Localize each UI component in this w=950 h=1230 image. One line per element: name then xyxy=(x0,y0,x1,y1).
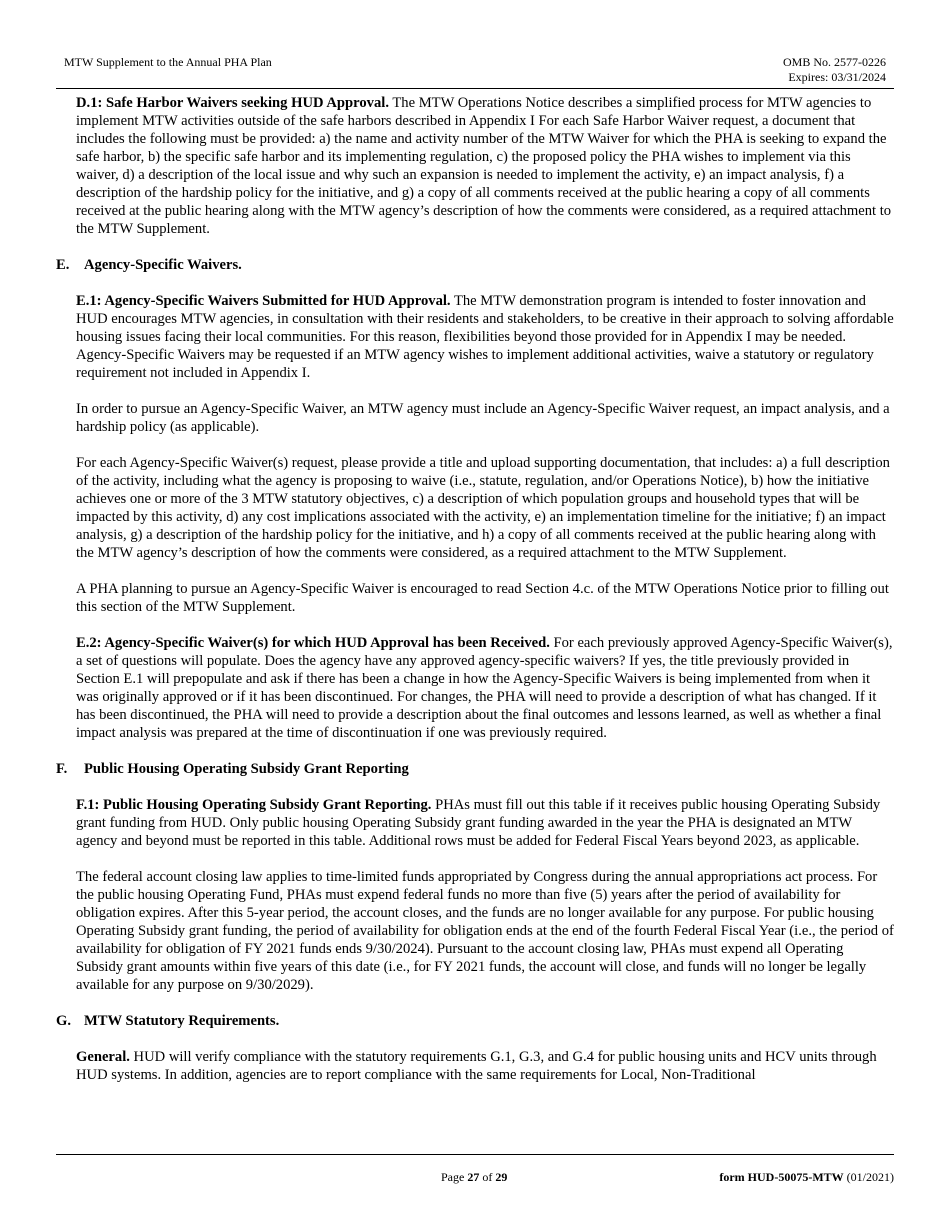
paragraph-f1 xyxy=(56,796,894,850)
section-e-title: Agency-Specific Waivers. xyxy=(84,257,242,273)
page-prefix: Page xyxy=(441,1170,468,1184)
paragraph-e1-guidance: A PHA planning to pursue an Agency-Specific Waiver is encouraged to read Section 4.c. of the MTW Operations Notice prior to filling out this section of the MTW Supplement. xyxy=(76,581,889,615)
paragraph-f1-account-closing: The federal account closing law applies to time-limited funds appropriated by Congress during the annual appropriations act process. For the public housing Operating Fund, PHAs must expend federal funds no more than five (5) years after the period of availability for obligation expires. After this 5-year period, the account closes, and the funds are no longer available for any purpose. For public housing Operating Subsidy grant funding, the period of availability for obligation ends at the end of the fourth Federal Fiscal Year (i.e., the period of availability for obligation of FY 2021 funds ends 9/30/2024). Pursuant to the account closing law, PHAs must expend all Operating Subsidy grant amounts within five years of this date (i.e., for FY 2021 funds, the account will close, and funds will no longer be legally available for any purpose on 9/30/2029). xyxy=(76,869,894,993)
header-omb-block xyxy=(783,55,886,85)
paragraph-e1-documentation: For each Agency-Specific Waiver(s) request, please provide a title and upload supporting documentation, that includes: a) a full description of the activity, including what the agency is proposing to waive (i.e., statute, regulation, and/or Operations Notice), b) how the initiative achieves one or more of the 3 MTW statutory objectives, c) a description of which population groups and household types that will be impacted by this activity, d) any cost implications associated with the activity, e) an implementation timeline for the initiative; f) an impact analysis, g) a description of the hardship policy for the initiative, and h) a copy of all comments received at the public hearing along with the MTW agency’s description of how the comments were considered, as a required attachment to the MTW Supplement. xyxy=(76,455,890,561)
paragraph-e2 xyxy=(56,634,894,742)
section-e-number: E. xyxy=(56,257,70,273)
paragraph-e1 xyxy=(56,292,894,382)
current-page: 27 xyxy=(467,1170,480,1184)
d1-text: The MTW Operations Notice describes a simplified process for MTW agencies to implement MTW activities outside of the safe harbors described in Appendix I For each Safe Harbor Waiver request, a document that includes the following must be provided: a) the name and activity number of the MTW Waiver for which the PHA is seeking to expand the safe harbor, b) the specific safe harbor and its implementing regulation, c) the proposed policy the PHA wishes to implement via this waiver, d) a description of the local issue and why such an expansion is needed to implement the activity, e) an impact analysis, f) a description of the hardship policy for the initiative, and g) a copy of all comments received at the public hearing a copy of all comments received at the public hearing along with the MTW agency’s description of how the comments were considered, as a required attachment to the MTW Supplement. xyxy=(76,95,892,237)
omb-number: OMB No. 2577-0226 xyxy=(782,55,886,69)
form-number xyxy=(719,1170,894,1185)
e1-text: The MTW demonstration program is intended to foster innovation and HUD encourages MTW agencies, in consultation with their residents and stakeholders, to be creative in their approach to solving affordable housing issues facing their local communities. For this reason, flexibilities beyond those provided for in Appendix I may be needed. Agency-Specific Waivers may be requested if an MTW agency wishes to implement additional activities, waive a statutory or regulatory requirement not included in Appendix I. xyxy=(76,293,894,381)
paragraph-e1-requirements: In order to pursue an Agency-Specific Waiver, an MTW agency must include an Agency-Specific Waiver request, an impact analysis, and a hardship policy (as applicable). xyxy=(76,401,890,435)
header-title: MTW Supplement to the Annual PHA Plan xyxy=(64,55,272,69)
page-number xyxy=(441,1170,507,1185)
form-date: (01/2021) xyxy=(843,1170,894,1184)
paragraph-d1 xyxy=(56,94,894,238)
section-g-heading xyxy=(56,1012,894,1030)
form-id: form HUD-50075-MTW xyxy=(719,1170,844,1184)
section-f-number: F. xyxy=(56,761,68,777)
total-pages: 29 xyxy=(495,1170,508,1184)
document-body xyxy=(56,94,894,1102)
g-text: HUD will verify compliance with the statutory requirements G.1, G.3, and G.4 for public housing units and HCV units through HUD systems. In addition, agencies are to report compliance with the same requirements for Local, Non-Traditional xyxy=(76,1049,877,1083)
footer-rule xyxy=(56,1154,894,1155)
paragraph-g-general xyxy=(56,1048,894,1084)
f1-text: PHAs must fill out this table if it receives public housing Operating Subsidy grant funding from HUD. Only public housing Operating Subsidy grant funding awarded in the year the PHA is designated an MTW agency and beyond must be reported in this table. Additional rows must be added for Federal Fiscal Years beyond 2023, as applicable. xyxy=(76,797,881,849)
section-g-title: MTW Statutory Requirements. xyxy=(84,1013,280,1029)
e2-heading: E.2: Agency-Specific Waiver(s) for which HUD Approval has been Received. xyxy=(76,635,550,651)
section-f-heading xyxy=(56,760,894,778)
e1-heading: E.1: Agency-Specific Waivers Submitted for HUD Approval. xyxy=(76,293,451,309)
section-g-number: G. xyxy=(56,1013,71,1029)
section-f-title: Public Housing Operating Subsidy Grant Reporting xyxy=(84,761,409,777)
d1-heading: D.1: Safe Harbor Waivers seeking HUD Approval. xyxy=(76,95,389,111)
expiration-date: Expires: 03/31/2024 xyxy=(788,70,886,84)
g-heading: General. xyxy=(76,1049,130,1065)
f1-heading: F.1: Public Housing Operating Subsidy Grant Reporting. xyxy=(76,797,432,813)
page-of: of xyxy=(479,1170,496,1184)
e2-text: For each previously approved Agency-Specific Waiver(s), a set of questions will populate. Does the agency have any approved agency-specific waivers? If yes, the title previously provided in Section E.1 will prepopulate and ask if there has been a change in how the Agency-Specific Waivers is being implemented from when it was originally approved or if it has been discontinued. For changes, the PHA will need to provide a description of what has changed. If it has been discontinued, the PHA will need to provide a description about the final outcomes and lessons learned, as well as whether a final impact analysis was prepared at the time of discontinuation if one was previously required. xyxy=(76,635,893,741)
header-rule xyxy=(56,88,894,89)
section-e-heading xyxy=(56,256,894,274)
